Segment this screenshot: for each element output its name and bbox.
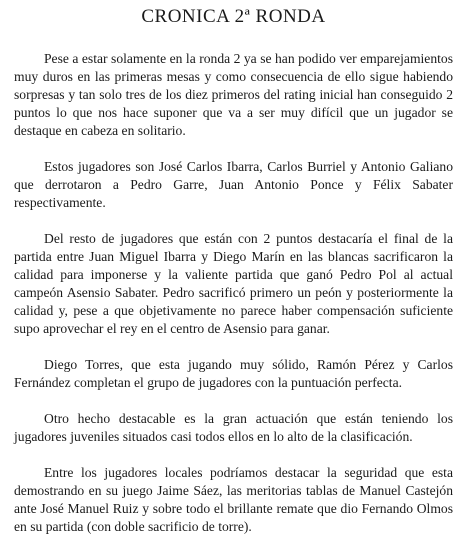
paragraph-perfect-score: Diego Torres, que esta jugando muy sólido, Ramón Pérez y Carlos Fernández completan el grupo de jugadores con la puntuación perfecta. bbox=[14, 357, 453, 390]
article-body bbox=[14, 50, 453, 536]
paragraph-leaders: Estos jugadores son José Carlos Ibarra, Carlos Burriel y Antonio Galiano que derrotaron a Pedro Garre, Juan Antonio Ponce y Félix Sabater respectivamente. bbox=[14, 159, 453, 210]
paragraph-local-players: Entre los jugadores locales podríamos destacar la seguridad que esta demostrando en su juego Jaime Sáez, las meritorias tablas de Manuel Castejón ante José Manuel Ruiz y sobre todo el brillante remate que dio Fernando Olmos en su partida (con doble sacrificio de torre). bbox=[14, 465, 453, 534]
paragraph-intro: Pese a estar solamente en la ronda 2 ya se han podido ver emparejamientos muy duros en las primeras mesas y como consecuencia de ello sigue habiendo sorpresas y tan solo tres de los diez primeros del rating inicial han conseguido 2 puntos lo que nos hace suponer que va a ser muy difícil que un jugador se destaque en cabeza en solitario. bbox=[14, 51, 453, 138]
paragraph-juniors: Otro hecho destacable es la gran actuación que están teniendo los jugadores juveniles situados casi todos ellos en lo alto de la clasificación. bbox=[14, 411, 453, 444]
paragraph-two-points: Del resto de jugadores que están con 2 puntos destacaría el final de la partida entre Juan Miguel Ibarra y Diego Marín en las blancas sacrificaron la calidad para imponerse y la valiente partida que ganó Pedro Pol al actual campeón Asensio Sabater. Pedro sacrificó primero un peón y posteriormente la calidad y, pese a que objetivamente no parece haber compensación suficiente supo aprovechar el rey en el centro de Asensio para ganar. bbox=[14, 231, 453, 336]
page-title: CRONICA 2ª RONDA bbox=[141, 6, 326, 27]
